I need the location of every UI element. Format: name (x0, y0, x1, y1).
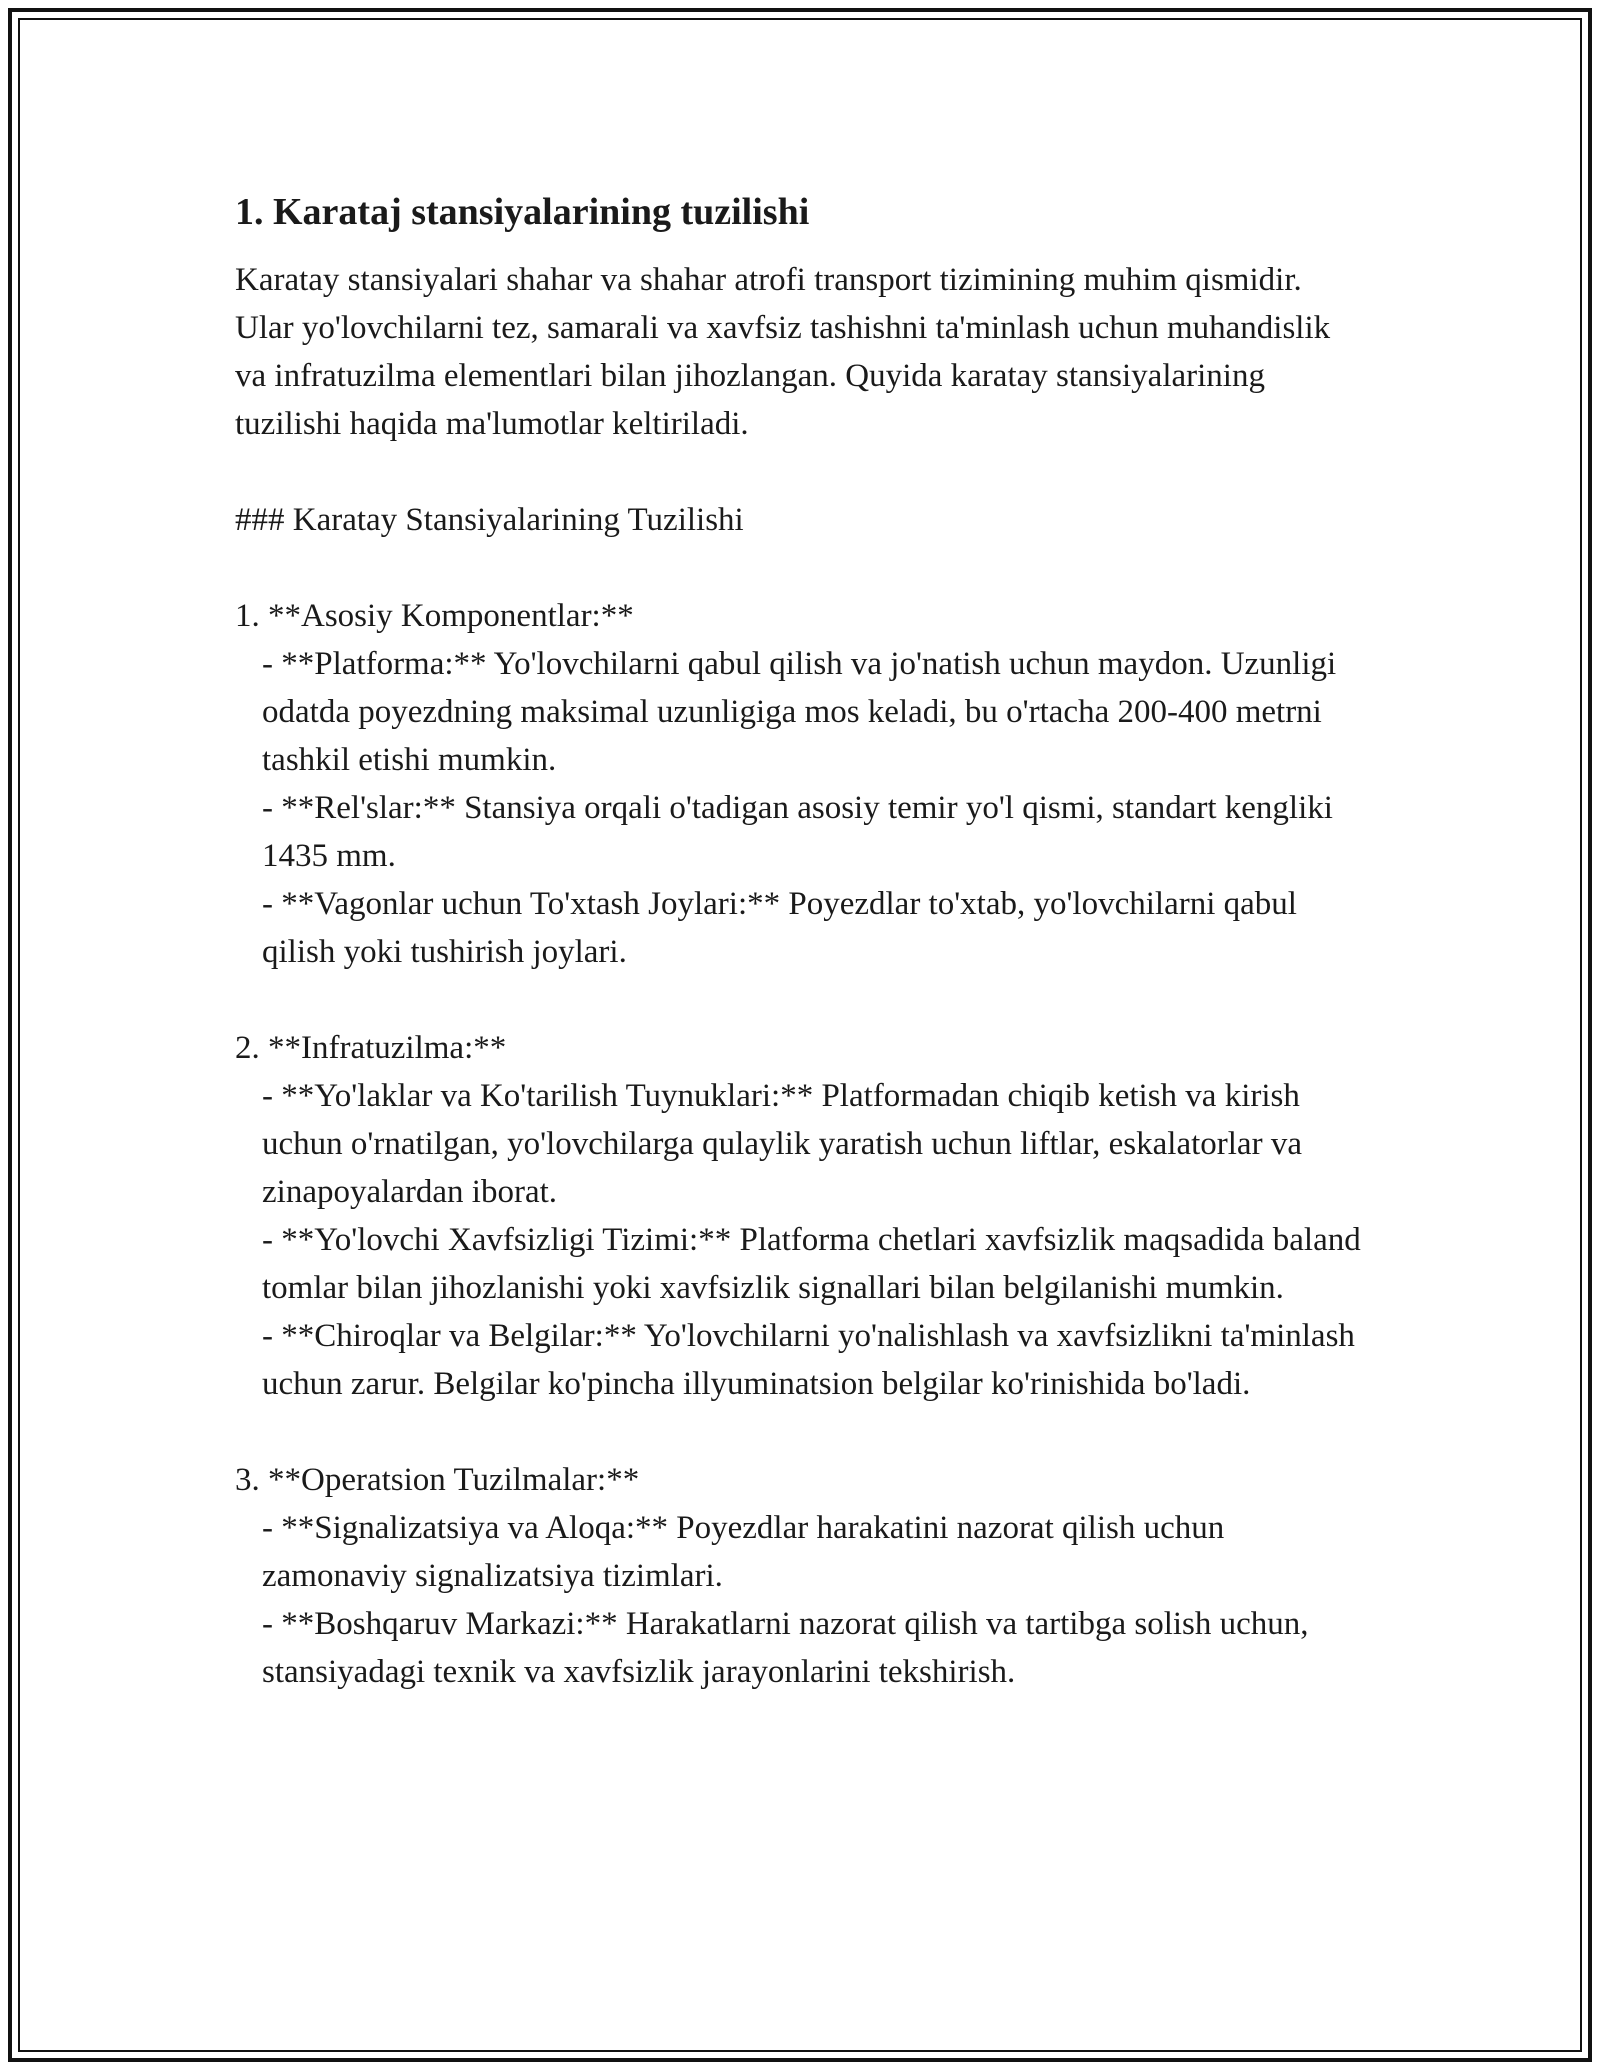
list-item: - **Signalizatsiya va Aloqa:** Poyezdlar harakatini nazorat qilish uchun zamonaviy signalizatsiya tizimlari. (262, 1510, 1233, 1594)
section-heading: 3. **Operatsion Tuzilmalar:** (235, 1462, 640, 1498)
section-main-components (235, 592, 1365, 976)
list-item: - **Platforma:** Yo'lovchilarni qabul qilish va jo'natish uchun maydon. Uzunligi odatda poyezdning maksimal uzunligiga mos keladi, bu o'rtacha 200-400 metrni tashkil etishi mumkin. (262, 646, 1345, 778)
list-item: - **Yo'laklar va Ko'tarilish Tuynuklari:** Platformadan chiqib ketish va kirish uchun o'rnatilgan, yo'lovchilarga qulaylik yaratish uchun liftlar, eskalatorlar va zinapoyalardan iborat. (262, 1078, 1311, 1210)
list-item: - **Chiroqlar va Belgilar:** Yo'lovchilarni yo'nalishlash va xavfsizlikni ta'minlash uchun zarur. Belgilar ko'pincha illyuminatsion belgilar ko'rinishida bo'ladi. (262, 1318, 1364, 1402)
subheading: ### Karatay Stansiyalarining Tuzilishi (235, 502, 744, 538)
spacer (235, 976, 1365, 1024)
section-heading: 2. **Infratuzilma:** (235, 1030, 507, 1066)
section-operational (235, 1456, 1365, 1696)
document-body (235, 180, 1369, 1696)
list-item: - **Boshqaruv Markazi:** Harakatlarni nazorat qilish va tartibga solish uchun, stansiyadagi texnik va xavfsizlik jarayonlarini tekshirish. (262, 1606, 1317, 1690)
spacer (235, 544, 1365, 592)
spacer (235, 1408, 1365, 1456)
section-heading: 1. **Asosiy Komponentlar:** (235, 598, 634, 634)
list-item: - **Yo'lovchi Xavfsizligi Tizimi:** Platforma chetlari xavfsizlik maqsadida baland tomlar bilan jihozlanishi yoki xavfsizlik signallari bilan belgilanishi mumkin. (262, 1222, 1369, 1306)
section-infrastructure (235, 1024, 1369, 1408)
list-item: - **Vagonlar uchun To'xtash Joylari:** Poyezdlar to'xtab, yo'lovchilarni qabul qilish yoki tushirish joylari. (262, 886, 1306, 970)
list-item: - **Rel'slar:** Stansiya orqali o'tadigan asosiy temir yo'l qismi, standart kengliki 1435 mm. (262, 790, 1342, 874)
intro-paragraph: Karatay stansiyalari shahar va shahar atrofi transport tizimining muhim qismidir. Ular yo'lovchilarni tez, samarali va xavfsiz tashishni ta'minlash uchun muhandislik va infratuzilma elementlari bilan jihozlangan. Quyida karatay stansiyalarining tuzilishi haqida ma'lumotlar keltiriladi. (235, 262, 1339, 442)
document-title: 1. Karataj stansiyalarining tuzilishi (235, 191, 810, 233)
spacer (235, 448, 1365, 496)
